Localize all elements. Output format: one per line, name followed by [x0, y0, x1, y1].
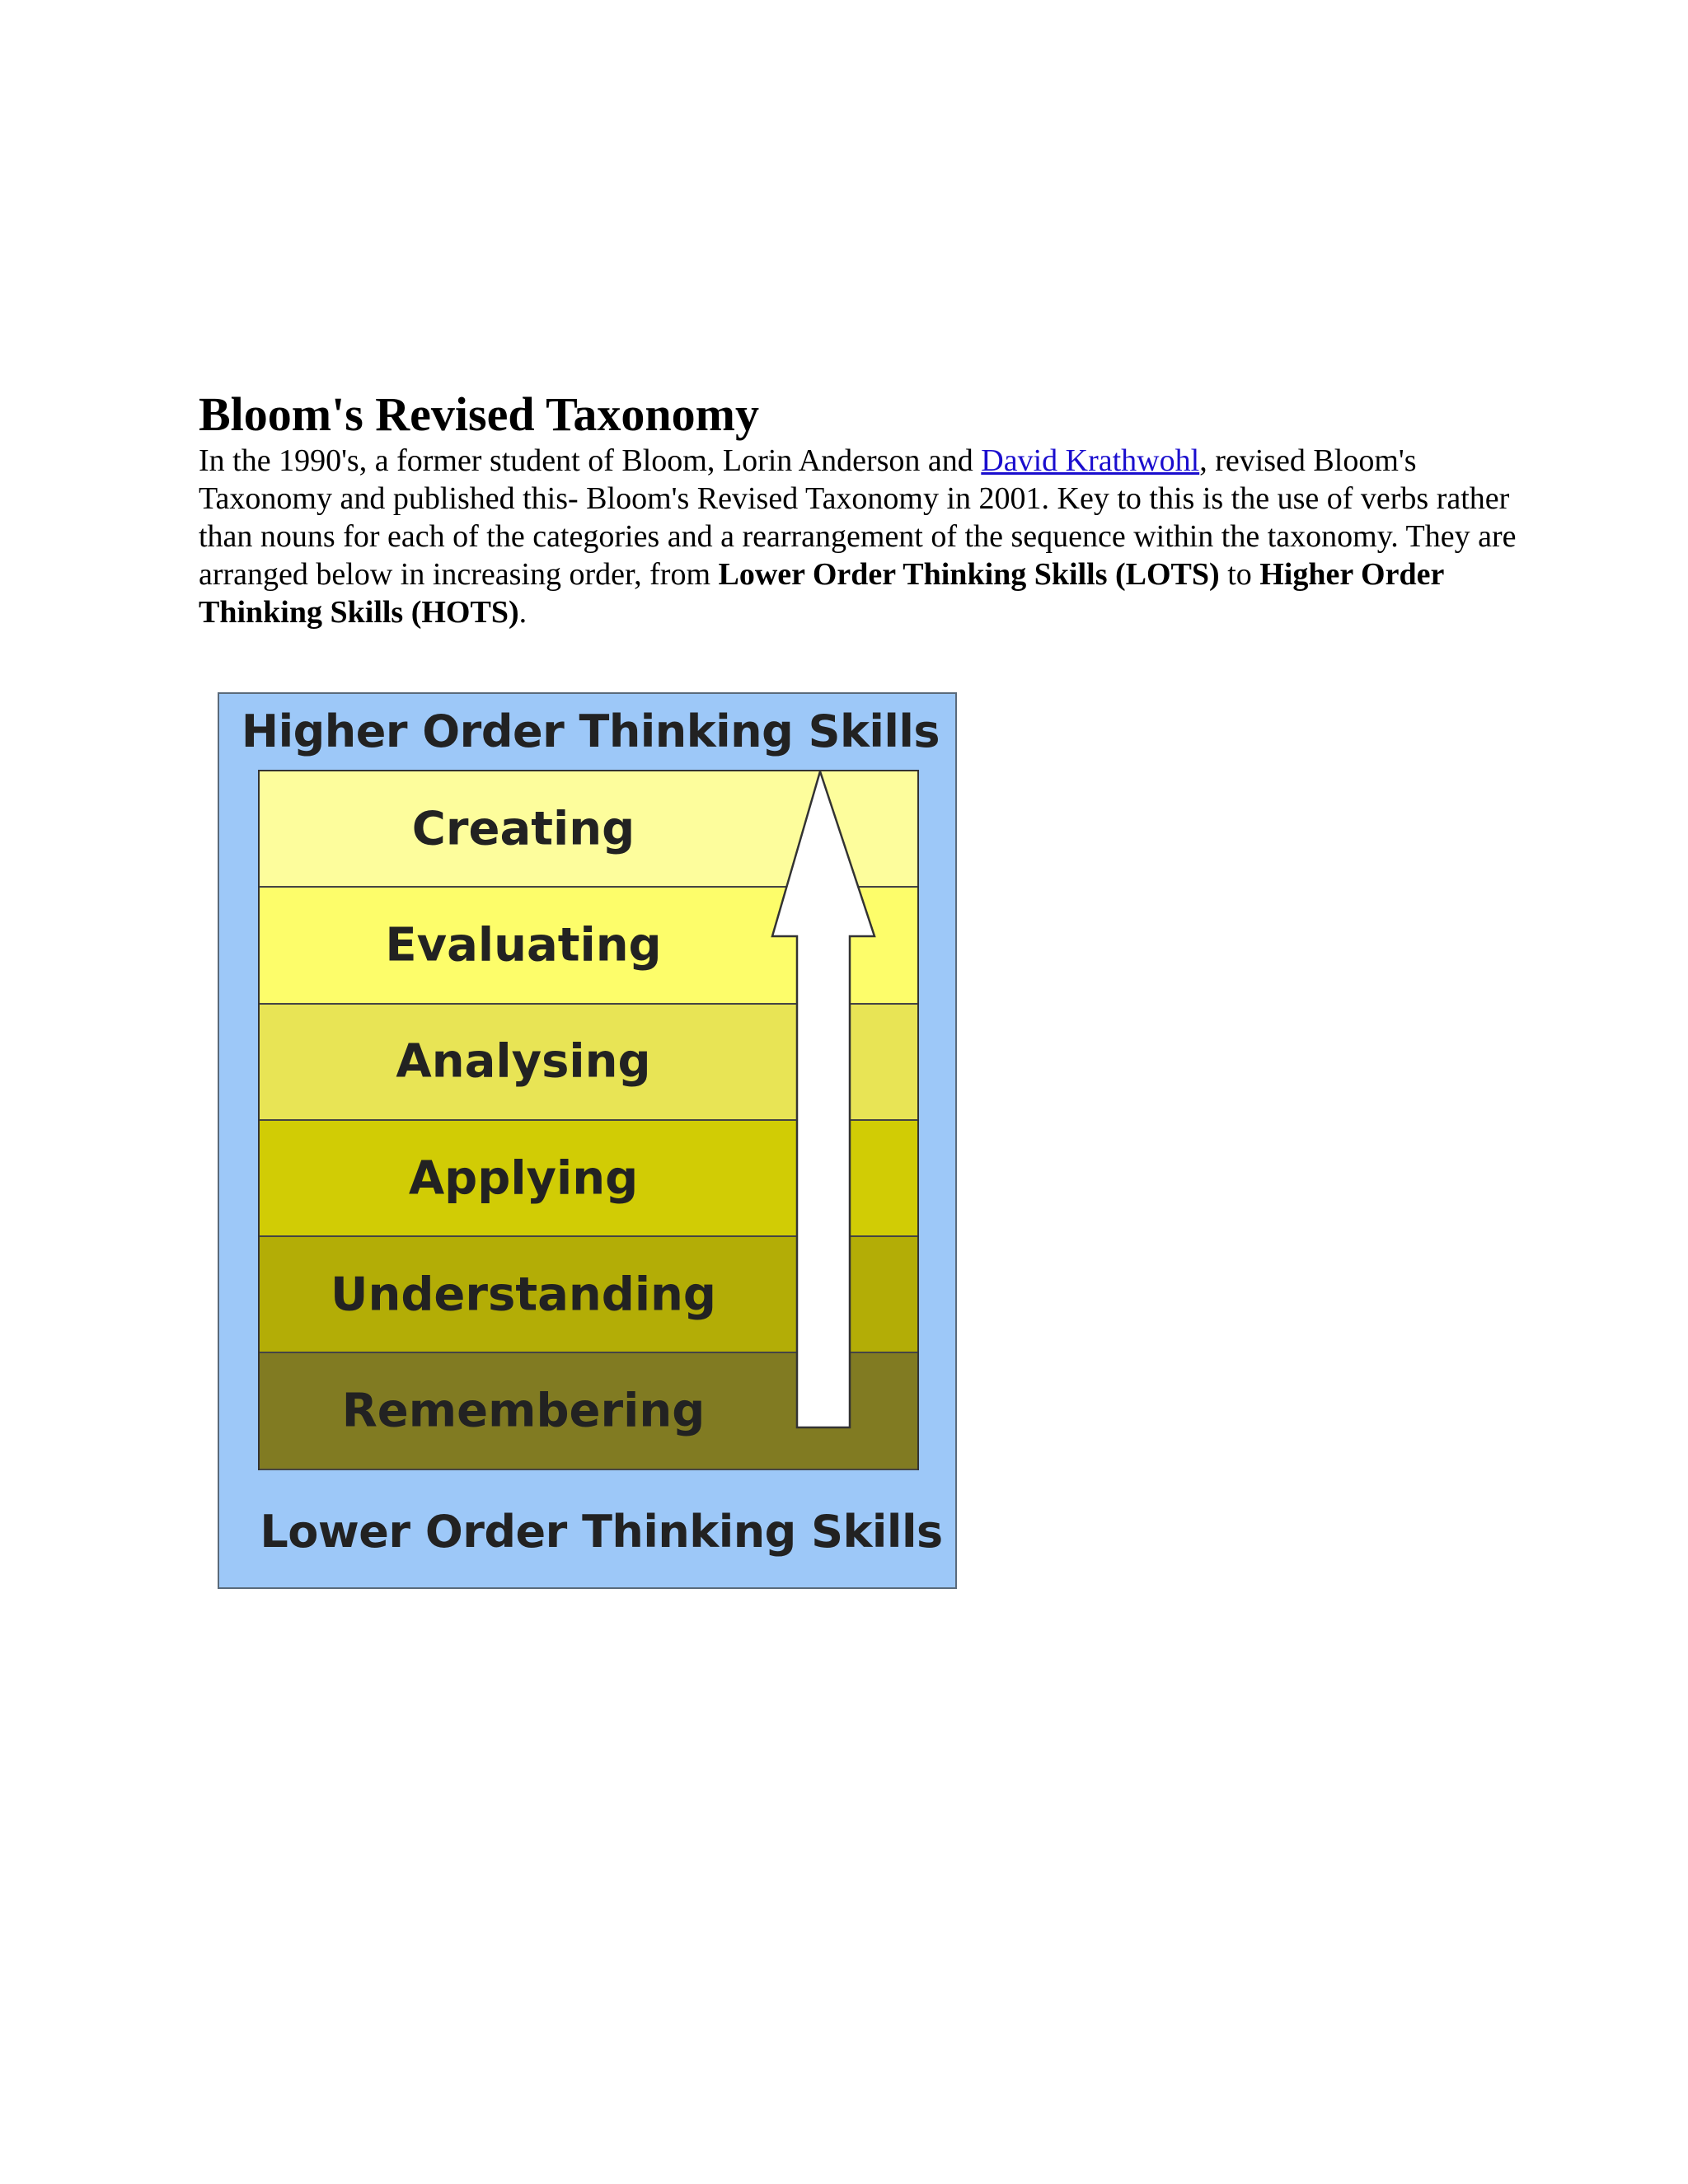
page-title: Bloom's Revised Taxonomy [199, 387, 759, 441]
taxonomy-diagram [218, 692, 957, 1589]
taxonomy-layers [258, 770, 919, 1470]
layer-label: Evaluating [385, 918, 662, 972]
layer-label: Understanding [330, 1268, 716, 1322]
lots-bold-text: Lower Order Thinking Skills (LOTS) [718, 557, 1220, 592]
paragraph-text-2: , revised Bloom's Taxonomy and published this- Bloom's Revised Taxonomy in 2001. Key to this is the use of verbs rather than nouns for each of the categories and a rearrangement of the sequence within the taxonomy. They are arranged below in increasing order, from [199, 443, 1517, 592]
layer-label: Creating [411, 802, 635, 856]
krathwohl-link[interactable]: David Krathwohl [981, 443, 1200, 478]
document-body [199, 387, 1517, 631]
layer-label: Analysing [396, 1034, 651, 1089]
layer-label: Remembering [341, 1384, 706, 1438]
paragraph-text-3: to [1219, 557, 1260, 592]
up-arrow-icon [260, 771, 921, 1472]
lots-label: Lower Order Thinking Skills [260, 1506, 943, 1558]
paragraph-text-4: . [518, 595, 528, 630]
hots-bold-text: Higher Order Thinking Skills (HOTS) [199, 557, 1444, 630]
paragraph-text-1: In the 1990's, a former student of Bloom, Lorin Anderson and [199, 443, 982, 478]
layer-label: Applying [408, 1151, 639, 1206]
intro-paragraph [199, 442, 1517, 631]
hots-label: Higher Order Thinking Skills [241, 705, 940, 757]
